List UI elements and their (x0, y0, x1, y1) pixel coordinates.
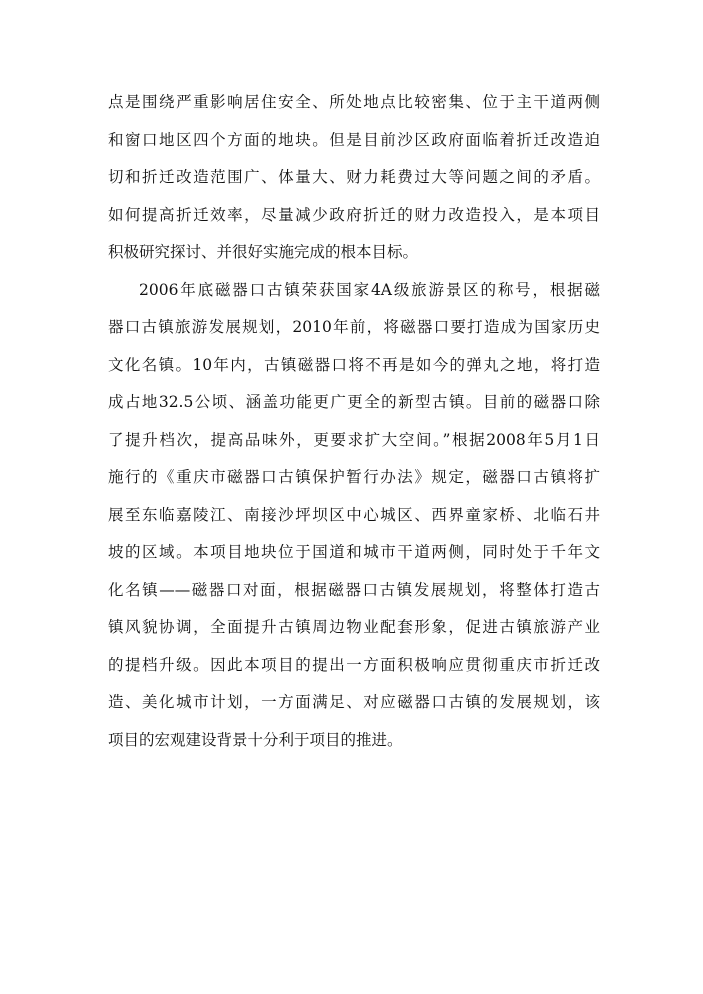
paragraph-2-line: 镇风貌协调，全面提升古镇周边物业配套形象，促进古镇旅游产业 (108, 618, 600, 636)
paragraph-2-line: 2006年底磁器口古镇荣获国家4A级旅游景区的称号，根据磁 (139, 280, 600, 299)
document-body (108, 89, 600, 764)
paragraph-2-line: 施行的《重庆市磁器口古镇保护暂行办法》规定，磁器口古镇将扩 (108, 468, 600, 486)
paragraph-1-line: 切和折迁改造范围广、体量大、财力耗费过大等问题之间的矛盾。 (108, 168, 600, 186)
paragraph-2 (108, 277, 600, 765)
paragraph-2-line: 项目的宏观建设背景十分利于项目的推进。 (108, 730, 403, 749)
paragraph-2-line: 化名镇——磁器口对面，根据磁器口古镇发展规划，将整体打造古 (108, 580, 600, 599)
paragraph-1-line: 如何提高折迁效率，尽量减少政府折迁的财力改造投入，是本项目 (108, 205, 600, 224)
paragraph-2-line: 展至东临嘉陵江、南接沙坪坝区中心城区、西界童家桥、北临石井 (108, 505, 600, 524)
paragraph-1-line: 点是围绕严重影响居住安全、所处地点比较密集、位于主干道两侧 (108, 93, 600, 111)
paragraph-2-line: 坡的区域。本项目地块位于国道和城市干道两侧，同时处于千年文 (108, 543, 600, 561)
paragraph-2-line: 的提档升级。因此本项目的提出一方面积极响应贯彻重庆市折迁改 (108, 655, 600, 674)
paragraph-2-line: 文化名镇。10年内，古镇磁器口将不再是如今的弹丸之地，将打造 (108, 355, 600, 374)
paragraph-2-line: 器口古镇旅游发展规划，2010年前，将磁器口要打造成为国家历史 (108, 318, 600, 336)
paragraph-2-line: 成占地32.5公顷、涵盖功能更广更全的新型古镇。目前的磁器口除 (108, 393, 600, 411)
paragraph-1 (108, 89, 600, 277)
paragraph-1-line: 积极研究探讨、并很好实施完成的根本目标。 (108, 243, 419, 261)
paragraph-2-line: 造、美化城市计划，一方面满足、对应磁器口古镇的发展规划，该 (108, 693, 600, 711)
paragraph-1-line: 和窗口地区四个方面的地块。但是目前沙区政府面临着折迁改造迫 (108, 130, 600, 149)
paragraph-2-line: 了提升档次，提高品味外，更要求扩大空间。”根据2008年5月1日 (108, 430, 600, 449)
